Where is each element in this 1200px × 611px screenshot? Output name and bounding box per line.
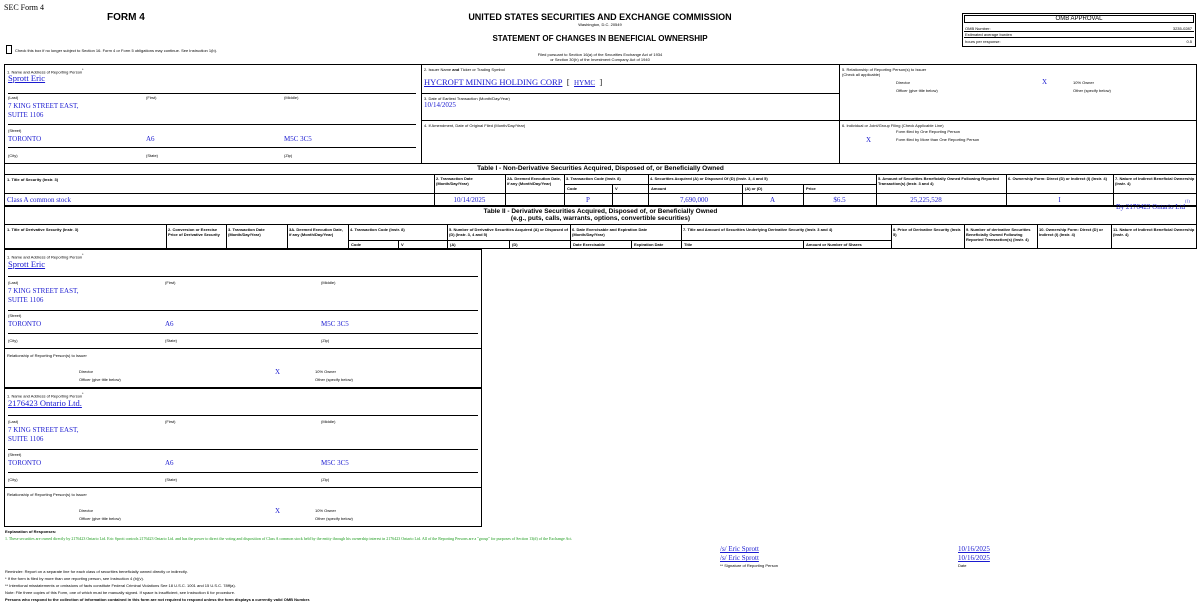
t2-h11: 11. Nature of Indirect Beneficial Ownership (Instr. 4) bbox=[1113, 227, 1195, 237]
t2-h7: 7. Title and Amount of Securities Underlying Derivative Security (Instr. 3 and 4) bbox=[683, 227, 833, 232]
t2-h2: 2. Conversion or Exercise Price of Derivative Security bbox=[168, 227, 220, 237]
filed-pursuant-1: Filed pursuant to Section 16(a) of the Securities Exchange Act of 1934 bbox=[537, 52, 663, 57]
t1-h2: 2. Transaction Date (Month/Day/Year) bbox=[436, 176, 473, 186]
omb-burden-label: Estimated average burden bbox=[965, 32, 1012, 37]
section16-checkbox[interactable] bbox=[6, 45, 12, 54]
p2-rel-label: Relationship of Reporting Person(s) to Issuer bbox=[7, 492, 87, 497]
p1-state: A6 bbox=[165, 320, 174, 328]
p1-officer: Officer (give title below) bbox=[79, 377, 121, 382]
p2-state-label: (State) bbox=[165, 477, 178, 482]
city-value: TORONTO bbox=[8, 135, 42, 143]
ten-pct-label: 10% Owner bbox=[1073, 80, 1094, 85]
t1-h3: 3. Transaction Code (Instr. 8) bbox=[566, 176, 621, 181]
p1-director: Director bbox=[79, 369, 94, 374]
t1-row-amount: 7,690,000 bbox=[680, 196, 708, 204]
p2-street1: 7 KING STREET EAST, bbox=[8, 426, 79, 434]
t1-sub-ad: (A) or (D) bbox=[745, 186, 763, 191]
other-label: Other (specify below) bbox=[1073, 88, 1111, 93]
t2-sub-exer: Date Exercisable bbox=[573, 242, 606, 247]
box3-label: 3. Date of Earliest Transaction (Month/Day/Year) bbox=[424, 96, 510, 101]
zip-label: (Zip) bbox=[284, 153, 293, 158]
omb-title: OMB APPROVAL bbox=[964, 15, 1194, 23]
last-label: (Last) bbox=[8, 95, 19, 100]
p1-other: Other (specify below) bbox=[315, 377, 353, 382]
table-1-title: Table I - Non-Derivative Securities Acquired, Disposed of, or Beneficially Owned bbox=[477, 165, 724, 172]
t1-row-code: P bbox=[586, 196, 590, 204]
t1-row-price: $6.5 bbox=[833, 196, 846, 204]
footnote-1-ref[interactable]: (1) bbox=[1185, 198, 1190, 204]
p2-state: A6 bbox=[165, 459, 174, 467]
middle-label: (Middle) bbox=[284, 95, 299, 100]
box2-label: 2. Issuer Name and Ticker or Trading Symbol bbox=[424, 67, 505, 72]
p2-zip: M5C 3C5 bbox=[321, 459, 349, 467]
reminder-line-4: Note: File three copies of this Form, one of which must be manually signed. If space is insufficient, see Instruction 6 for procedure. bbox=[5, 590, 236, 595]
agency-city: Washington, D.C. 20549 bbox=[578, 22, 622, 27]
p1-street-label: (Street) bbox=[8, 313, 22, 318]
p1-middle-label: (Middle) bbox=[321, 280, 336, 285]
t2-h10: 10. Ownership Form: Direct (D) or Indirect (I) (Instr. 4) bbox=[1039, 227, 1104, 237]
reporting-person-name-link[interactable]: Sprott Eric bbox=[8, 73, 46, 83]
t1-sub-code: Code bbox=[567, 186, 577, 191]
omb-hours-label: hours per response: bbox=[965, 39, 1001, 44]
t1-h1: 1. Title of Security (Instr. 3) bbox=[7, 177, 59, 182]
t1-row-date: 10/14/2025 bbox=[453, 196, 486, 204]
t2-sub-d: (D) bbox=[512, 242, 518, 247]
filed-more-mark: X bbox=[866, 136, 872, 144]
zip-value: M5C 3C5 bbox=[284, 135, 312, 143]
p1-state-label: (State) bbox=[165, 338, 178, 343]
t1-h5: 5. Amount of Securities Beneficially Owned Following Reported Transaction(s) (Instr. 3 and 4) bbox=[878, 176, 999, 186]
p2-city-label: (City) bbox=[8, 477, 18, 482]
table-2-subtitle: (e.g., puts, calls, warrants, options, convertible securities) bbox=[510, 215, 691, 222]
t2-h4: 4. Transaction Code (Instr. 8) bbox=[350, 227, 405, 232]
t1-row-form: I bbox=[1058, 196, 1061, 204]
reminder-line-1: Reminder: Report on a separate line for each class of securities beneficially owned directly or indirectly. bbox=[5, 569, 188, 574]
omb-number: 3235-0287 bbox=[1172, 26, 1192, 31]
statement-title: STATEMENT OF CHANGES IN BENEFICIAL OWNERSHIP bbox=[492, 34, 708, 43]
t2-sub-exp: Expiration Date bbox=[634, 242, 664, 247]
t2-sub-code: Code bbox=[351, 242, 361, 247]
officer-label: Officer (give title below) bbox=[896, 88, 938, 93]
omb-number-label: OMB Number: bbox=[965, 26, 991, 31]
t2-h3: 3. Transaction Date (Month/Day/Year) bbox=[228, 227, 265, 237]
t2-h1: 1. Title of Derivative Security (Instr. 3) bbox=[7, 227, 79, 232]
signature-2: /s/ Eric Sprott bbox=[720, 554, 759, 562]
t2-sub-a: (A) bbox=[450, 242, 456, 247]
p2-director: Director bbox=[79, 508, 94, 513]
filed-pursuant-2: or Section 30(h) of the Investment Company Act of 1940 bbox=[550, 57, 650, 62]
t2-sub-amount: Amount or Number of Shares bbox=[806, 242, 862, 247]
director-label: Director bbox=[896, 80, 911, 85]
p2-name-link[interactable]: 2176423 Ontario Ltd. bbox=[8, 398, 82, 408]
filed-one-label: Form filed by One Reporting Person bbox=[896, 129, 961, 134]
box6-label: 6. Individual or Joint/Group Filing (Check Applicable Line) bbox=[842, 123, 944, 128]
explanation-text: 1. These securities are owned directly by 2176423 Ontario Ltd. Eric Sprott controls 2176423 Ontario Ltd. and has the power to direct the voting and disposition of Class A common stock held by the entity through his ownership interest in 2176423 Ontario Ltd. All of the Reporting Persons are a "group" for purposes of Section 13(d) of the Exchange Act. bbox=[5, 536, 573, 541]
t1-row-title: Class A common stock bbox=[7, 196, 71, 204]
p1-director-mark: X bbox=[275, 368, 281, 376]
reporting-person-2 bbox=[4, 388, 482, 527]
state-value: A6 bbox=[146, 135, 155, 143]
t2-h6: 6. Date Exercisable and Expiration Date (Month/Day/Year) bbox=[572, 227, 648, 237]
t1-row-ad: A bbox=[769, 196, 776, 204]
box1-label: 1. Name and Address of Reporting Person* bbox=[7, 68, 84, 75]
street-line-2: SUITE 1106 bbox=[8, 111, 44, 119]
t1-h7: 7. Nature of Indirect Beneficial Ownership (Instr. 4) bbox=[1115, 176, 1195, 186]
form-title: FORM 4 bbox=[107, 12, 145, 23]
table-2-title: Table II - Derivative Securities Acquired, Disposed of, or Beneficially Owned bbox=[483, 208, 718, 215]
sec-form-label: SEC Form 4 bbox=[4, 3, 45, 12]
t1-row-nature: By 2176423 Ontario Ltd$^{(1)}$ bbox=[1116, 198, 1190, 211]
reminder-line-5: Persons who respond to the collection of information contained in this form are not required to respond unless the form displays a currently valid OMB Number. bbox=[5, 597, 311, 602]
signature-1: /s/ Eric Sprott bbox=[720, 545, 759, 553]
p1-label: 1. Name and Address of Reporting Person* bbox=[7, 253, 84, 260]
p1-last-label: (Last) bbox=[8, 280, 19, 285]
signature-label: ** Signature of Reporting Person bbox=[720, 563, 779, 568]
t2-h5: 5. Number of Derivative Securities Acquired (A) or Disposed of (D) (Instr. 3, 4 and 5) bbox=[449, 227, 568, 237]
p1-zip-label: (Zip) bbox=[321, 338, 330, 343]
box4-label: 4. If Amendment, Date of Original Filed (Month/Day/Year) bbox=[424, 123, 526, 128]
box5-label: 5. Relationship of Reporting Person(s) to Issuer bbox=[842, 67, 927, 72]
city-label: (City) bbox=[8, 153, 18, 158]
p2-street2: SUITE 1106 bbox=[8, 435, 44, 443]
explanation-title: Explanation of Responses: bbox=[5, 529, 57, 534]
t1-sub-amount: Amount bbox=[651, 186, 667, 191]
p1-name-link[interactable]: Sprott Eric bbox=[8, 259, 46, 269]
p2-ten-pct-mark: X bbox=[275, 507, 281, 515]
t2-h9: 9. Number of derivative Securities Beneficially Owned Following Reported Transaction(s) (Instr. 4) bbox=[966, 227, 1031, 242]
p2-zip-label: (Zip) bbox=[321, 477, 330, 482]
p2-ten-pct: 10% Owner bbox=[315, 508, 336, 513]
t1-sub-price: Price bbox=[806, 186, 816, 191]
p1-ten-pct: 10% Owner bbox=[315, 369, 336, 374]
signature-date-1: 10/16/2025 bbox=[958, 545, 990, 553]
p2-other: Other (specify below) bbox=[315, 516, 353, 521]
earliest-transaction-date: 10/14/2025 bbox=[424, 101, 456, 109]
p2-middle-label: (Middle) bbox=[321, 419, 336, 424]
t1-h6: 6. Ownership Form: Direct (D) or Indirect (I) (Instr. 4) bbox=[1008, 176, 1107, 181]
director-mark: X bbox=[1042, 78, 1048, 86]
street-label: (Street) bbox=[8, 128, 22, 133]
box5-sub: (Check all applicable) bbox=[842, 72, 881, 77]
reminder-line-2: * If the form is filed by more than one reporting person, see Instruction 4 (b)(v). bbox=[5, 576, 144, 581]
t1-h4: 4. Securities Acquired (A) or Disposed Of (D) (Instr. 3, 4 and 5) bbox=[650, 176, 768, 181]
date-label: Date bbox=[958, 563, 967, 568]
p1-zip: M5C 3C5 bbox=[321, 320, 349, 328]
issuer-line: HYCROFT MINING HOLDING CORP [ HYMC ] bbox=[424, 77, 603, 87]
signature-date-2: 10/16/2025 bbox=[958, 554, 990, 562]
t2-sub-v: V bbox=[401, 242, 404, 247]
filed-more-label: Form filed by More than One Reporting Person bbox=[896, 137, 980, 142]
p2-first-label: (First) bbox=[165, 419, 176, 424]
p2-street-label: (Street) bbox=[8, 452, 22, 457]
reporting-person-1 bbox=[4, 249, 482, 388]
p1-city-label: (City) bbox=[8, 338, 18, 343]
issuer-name-link[interactable]: HYCROFT MINING HOLDING CORP bbox=[424, 77, 563, 87]
p1-first-label: (First) bbox=[165, 280, 176, 285]
street-line-1: 7 KING STREET EAST, bbox=[8, 102, 79, 110]
p2-officer: Officer (give title below) bbox=[79, 516, 121, 521]
first-label: (First) bbox=[146, 95, 157, 100]
p1-street2: SUITE 1106 bbox=[8, 296, 44, 304]
t2-h8: 8. Price of Derivative Security (Instr. 5) bbox=[893, 227, 962, 237]
p2-last-label: (Last) bbox=[8, 419, 19, 424]
p2-city: TORONTO bbox=[8, 459, 42, 467]
p1-rel-label: Relationship of Reporting Person(s) to Issuer bbox=[7, 353, 87, 358]
p2-label: 1. Name and Address of Reporting Person* bbox=[7, 392, 84, 399]
t1-h2a: 2A. Deemed Execution Date, if any (Month/Day/Year) bbox=[507, 176, 562, 186]
t2-sub-title: Title bbox=[684, 242, 693, 247]
ticker-link[interactable]: HYMC bbox=[574, 79, 596, 87]
t1-sub-v: V bbox=[615, 186, 618, 191]
section16-checkbox-label: Check this box if no longer subject to Section 16. Form 4 or Form 5 obligations may continue. See Instruction 1(b). bbox=[15, 48, 218, 53]
reminder-line-3: ** Intentional misstatements or omissions of facts constitute Federal Criminal Violations See 18 U.S.C. 1001 and 15 U.S.C. 78ff(a). bbox=[5, 583, 236, 588]
p1-street1: 7 KING STREET EAST, bbox=[8, 287, 79, 295]
state-label: (State) bbox=[146, 153, 159, 158]
omb-hours: 0.5 bbox=[1186, 39, 1192, 44]
t2-h3a: 3A. Deemed Execution Date, if any (Month/Day/Year) bbox=[289, 227, 344, 237]
agency-name: UNITED STATES SECURITIES AND EXCHANGE COMMISSION bbox=[468, 12, 732, 22]
p1-city: TORONTO bbox=[8, 320, 42, 328]
t1-row-owned: 25,225,528 bbox=[910, 196, 942, 204]
